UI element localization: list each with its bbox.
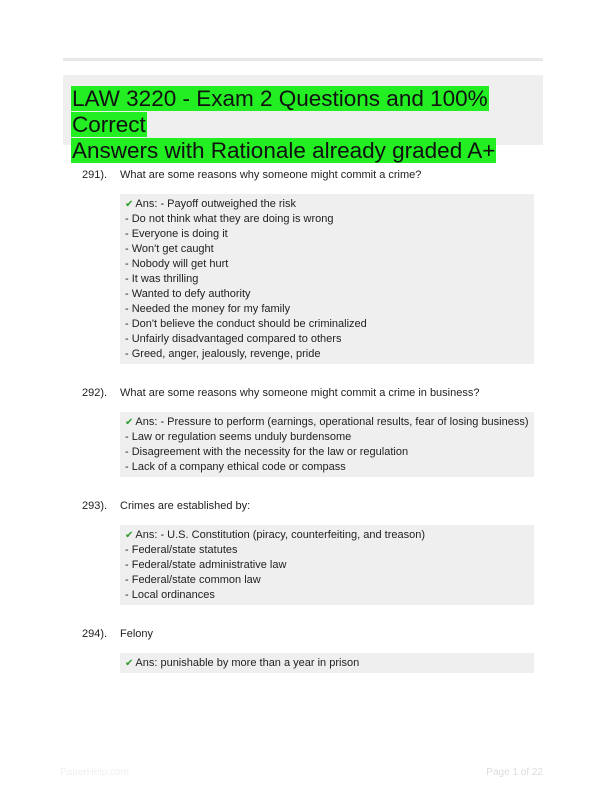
question-number: 292). xyxy=(82,387,108,399)
checkmark-icon: ✔ xyxy=(125,417,134,428)
question-text: What are some reasons why someone might commit a crime in business? xyxy=(120,387,480,399)
answer-line: - Federal/state administrative law xyxy=(125,559,287,571)
answer-line: - Disagreement with the necessity for the law or regulation xyxy=(125,446,409,458)
answer-line: - Nobody will get hurt xyxy=(125,258,229,270)
answer-line: - Don't believe the conduct should be criminalized xyxy=(125,318,367,330)
checkmark-icon: ✔ xyxy=(125,530,134,541)
question-text: Crimes are established by: xyxy=(120,500,251,512)
question-text: What are some reasons why someone might commit a crime? xyxy=(120,169,422,181)
answer-line: - Unfairly disadvantaged compared to others xyxy=(125,333,342,345)
answer-line: - It was thrilling xyxy=(125,273,199,285)
watermark: PaperHelp.com xyxy=(60,767,129,778)
answer-line: - Greed, anger, jealously, revenge, pride xyxy=(125,348,321,360)
answer-line: - Lack of a company ethical code or compass xyxy=(125,461,346,473)
title-line-2: Answers with Rationale already graded A+ xyxy=(72,138,496,163)
answer-line: ✔ Ans: punishable by more than a year in prison xyxy=(125,657,360,669)
top-divider xyxy=(63,58,543,61)
answer-line: - Local ordinances xyxy=(125,589,215,601)
answer-box xyxy=(120,412,534,477)
answer-line: - Do not think what they are doing is wrong xyxy=(125,213,334,225)
answer-box xyxy=(120,653,534,673)
question-number: 291). xyxy=(82,169,108,181)
title-line-1: LAW 3220 - Exam 2 Questions and 100% Correct xyxy=(72,86,488,137)
question-number: 294). xyxy=(82,628,108,640)
page-number: Page 1 of 22 xyxy=(486,767,543,778)
question-text: Felony xyxy=(120,628,154,640)
checkmark-icon: ✔ xyxy=(125,658,134,669)
answer-line: - Won't get caught xyxy=(125,243,214,255)
title-banner xyxy=(63,75,543,163)
answer-box xyxy=(120,194,534,364)
answer-line: - Wanted to defy authority xyxy=(125,288,251,300)
answer-line: ✔ Ans: - Payoff outweighed the risk xyxy=(125,198,296,210)
answer-line: - Federal/state common law xyxy=(125,574,261,586)
answer-line: - Law or regulation seems unduly burdensome xyxy=(125,431,352,443)
answer-line: ✔ Ans: - Pressure to perform (earnings, operational results, fear of losing business) xyxy=(125,416,529,428)
checkmark-icon: ✔ xyxy=(125,199,134,210)
page-title xyxy=(71,86,535,164)
answer-line: - Everyone is doing it xyxy=(125,228,228,240)
answer-line: ✔ Ans: - U.S. Constitution (piracy, counterfeiting, and treason) xyxy=(125,529,425,541)
question-number: 293). xyxy=(82,500,108,512)
answer-line: - Federal/state statutes xyxy=(125,544,238,556)
answer-box xyxy=(120,525,534,605)
answer-line: - Needed the money for my family xyxy=(125,303,291,315)
